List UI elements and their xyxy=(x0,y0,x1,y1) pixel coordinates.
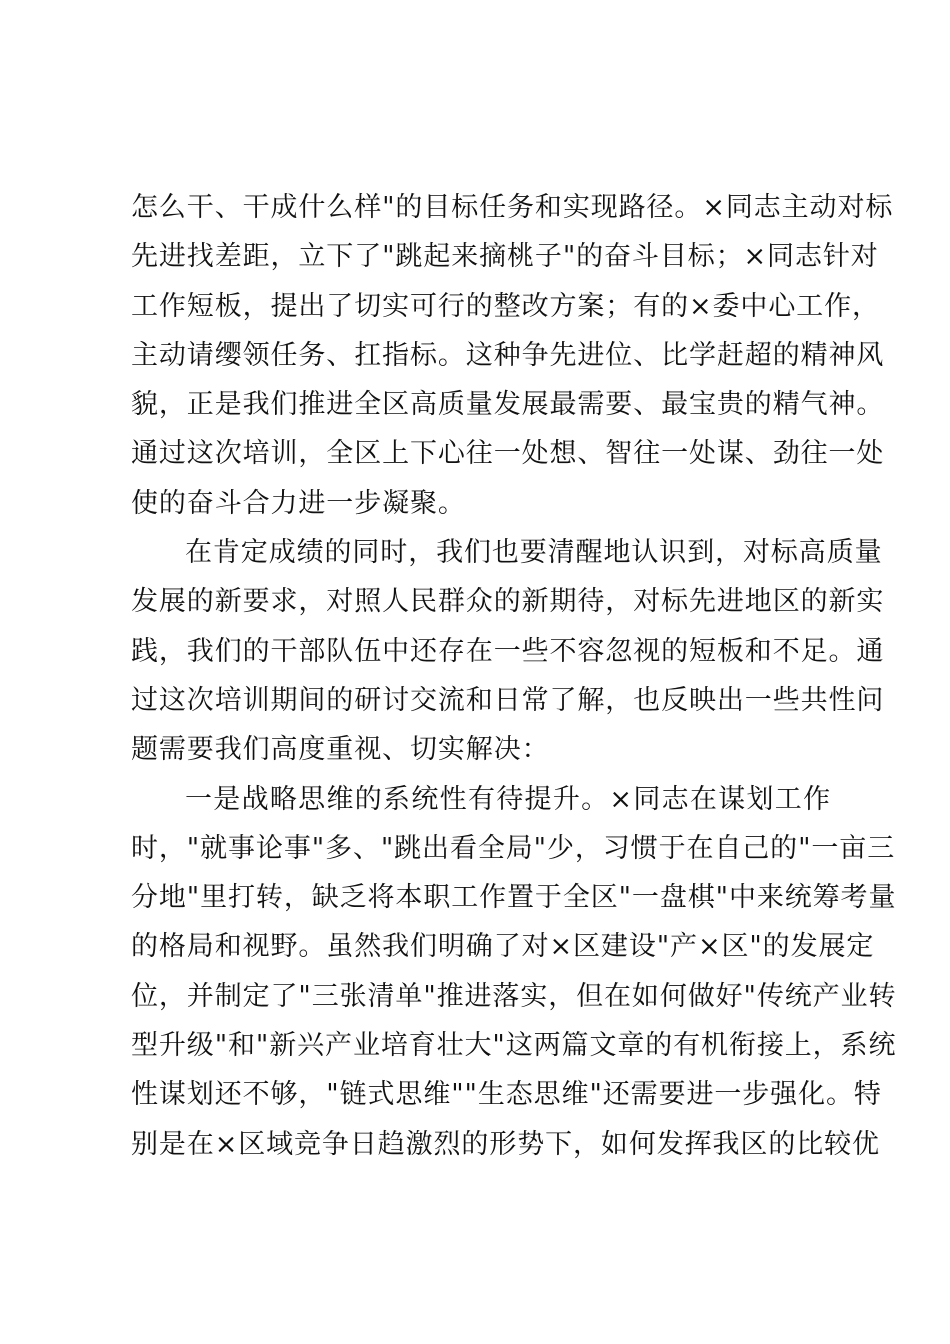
body-text xyxy=(131,183,897,1169)
text-line: 在肯定成绩的同时，我们也要清醒地认识到，对标高质量 xyxy=(185,537,883,569)
text-line: 一是战略思维的系统性有待提升。×同志在谋划工作 xyxy=(185,783,831,815)
text-line: 主动请缨领任务、扛指标。这种争先进位、比学赶超的精神风 xyxy=(131,339,885,371)
text-line: 怎么干、干成什么样"的目标任务和实现路径。×同志主动对标 xyxy=(131,192,894,223)
paragraph xyxy=(131,183,894,528)
text-line: 发展的新要求，对照人民群众的新期待，对标先进地区的新实 xyxy=(131,586,885,618)
text-line: 先进找差距，立下了"跳起来摘桃子"的奋斗目标；×同志针对 xyxy=(131,241,879,273)
text-line: 时，"就事论事"多、"跳出看全局"少，习惯于在自己的"一亩三 xyxy=(131,832,896,864)
text-line: 通过这次培训，全区上下心往一处想、智往一处谋、劲往一处 xyxy=(131,438,885,470)
text-line: 位，并制定了"三张清单"推进落实，但在如何做好"传统产业转 xyxy=(131,980,897,1012)
text-line: 题需要我们高度重视、切实解决： xyxy=(131,734,550,766)
text-line: 的格局和视野。虽然我们明确了对×区建设"产×区"的发展定 xyxy=(131,931,875,963)
text-line: 性谋划还不够，"链式思维""生态思维"还需要进一步强化。特 xyxy=(131,1079,882,1111)
paragraph xyxy=(131,775,897,1169)
text-line: 工作短板，提出了切实可行的整改方案；有的×委中心工作， xyxy=(131,290,880,322)
text-line: 型升级"和"新兴产业培育壮大"这两篇文章的有机衔接上，系统 xyxy=(131,1030,897,1062)
text-line: 貌，正是我们推进全区高质量发展最需要、最宝贵的精气神。 xyxy=(131,389,885,421)
text-line: 别是在×区域竞争日趋激烈的形势下，如何发挥我区的比较优 xyxy=(131,1128,880,1160)
text-line: 分地"里打转，缺乏将本职工作置于全区"一盘棋"中来统筹考量 xyxy=(131,882,897,914)
text-line: 使的奋斗合力进一步凝聚。 xyxy=(131,487,466,519)
text-line: 践，我们的干部队伍中还存在一些不容忽视的短板和不足。通 xyxy=(131,635,885,667)
paragraph xyxy=(131,528,885,774)
text-line: 过这次培训期间的研讨交流和日常了解，也反映出一些共性问 xyxy=(131,684,885,716)
